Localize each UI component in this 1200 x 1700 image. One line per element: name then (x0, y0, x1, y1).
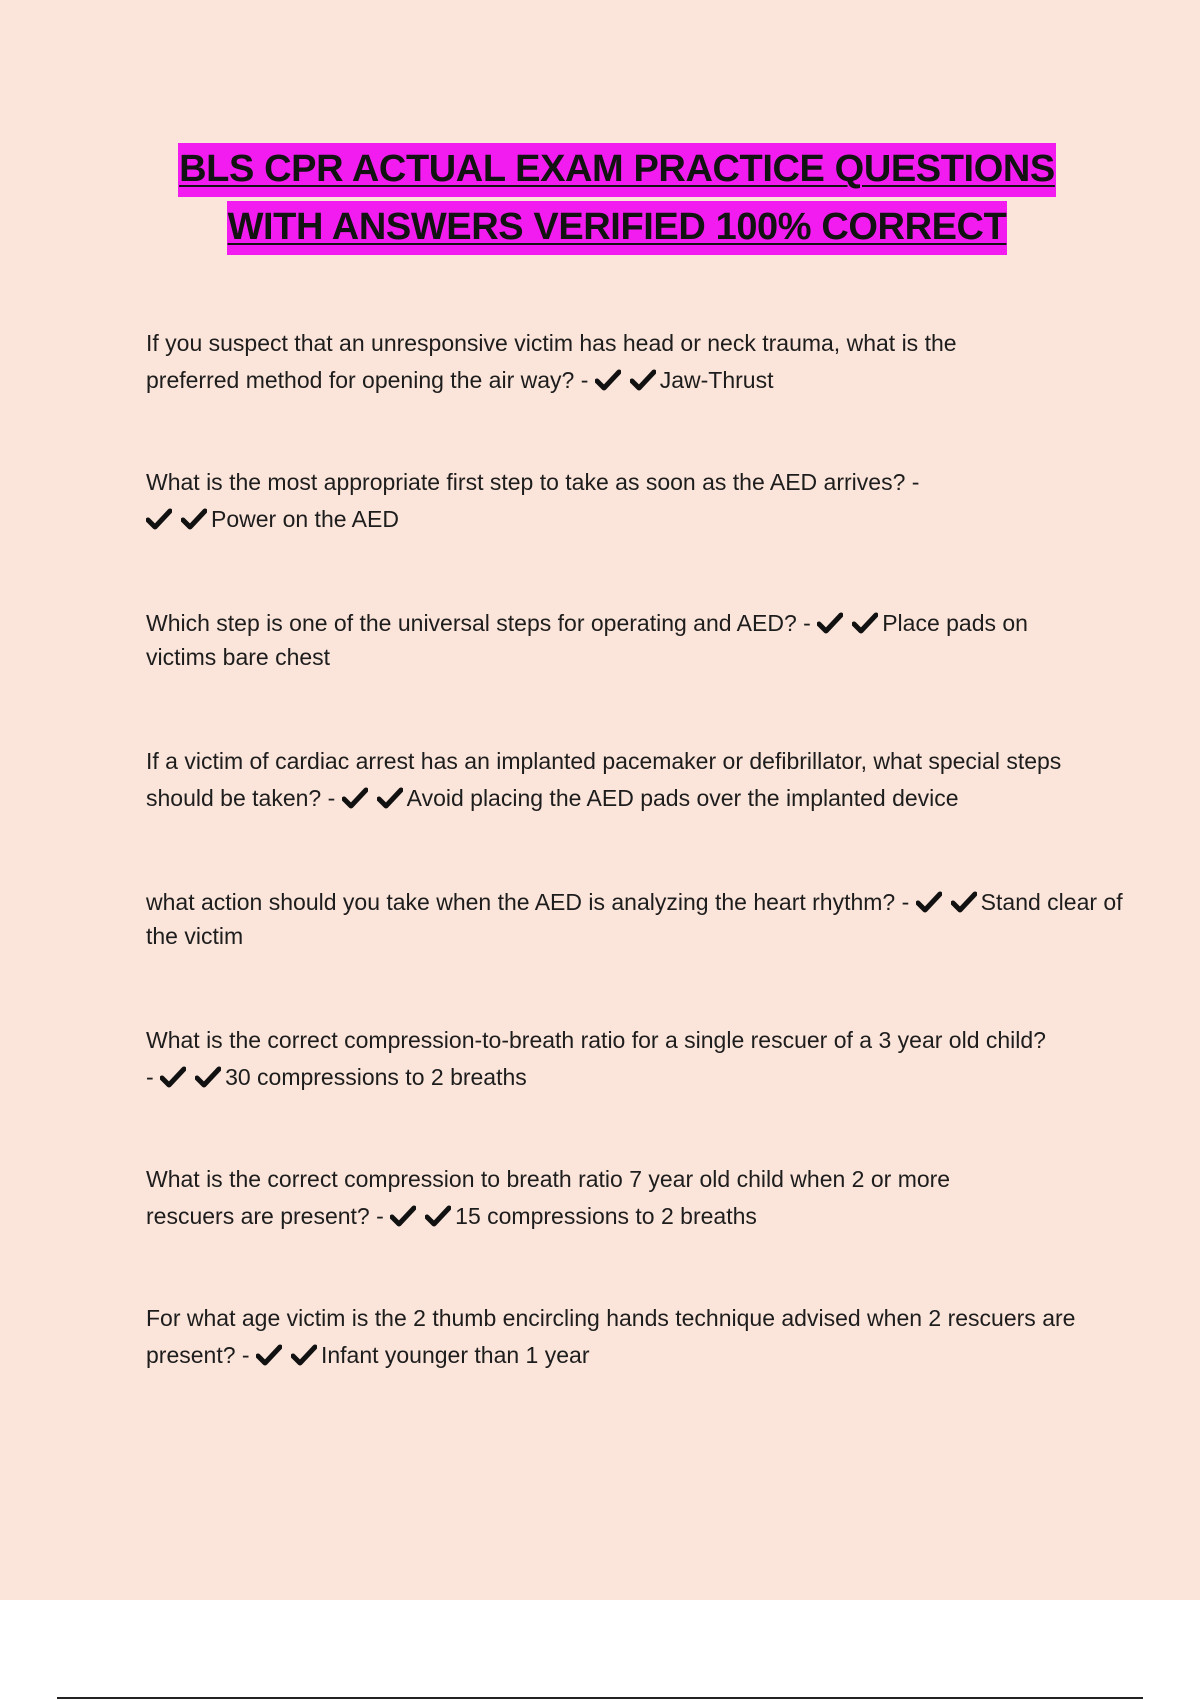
qa-item-5 (146, 885, 1126, 953)
qa-item-3 (146, 606, 1096, 674)
check-icon (195, 1066, 221, 1088)
question-text: What is the most appropriate first step to take as soon as the AED arrives? - (146, 469, 920, 495)
question-text: If a victim of cardiac arrest has an implanted pacemaker or defibrillator, what special steps should be taken? - (146, 748, 1062, 811)
double-check-icon (595, 367, 660, 393)
check-icon (852, 612, 878, 634)
double-check-icon (146, 506, 211, 532)
answer-text: Stand clear of the victim (146, 889, 1123, 949)
qa-item-8 (146, 1300, 1096, 1374)
check-icon (425, 1205, 451, 1227)
qa-item-6 (146, 1022, 1046, 1096)
check-icon (160, 1066, 186, 1088)
footer-divider (57, 1697, 1143, 1699)
question-text: Which step is one of the universal steps for operating and AED? - (146, 610, 818, 636)
qa-item-7 (146, 1161, 1026, 1235)
answer-text: Jaw-Thrust (659, 367, 774, 393)
double-check-icon (160, 1064, 225, 1090)
answer-text: Infant younger than 1 year (320, 1342, 590, 1368)
answer-text: Place pads on victims bare chest (146, 610, 1028, 670)
double-check-icon (817, 610, 882, 636)
question-text: If you suspect that an unresponsive victim has head or neck trauma, what is the preferred method for opening the air way? - (146, 330, 957, 393)
double-check-icon (916, 889, 981, 915)
check-icon (817, 612, 843, 634)
check-icon (146, 508, 172, 530)
document-title (0, 143, 1200, 259)
question-text: what action should you take when the AED is analyzing the heart rhythm? - (146, 889, 916, 915)
check-icon (181, 508, 207, 530)
title-line-2: WITH ANSWERS VERIFIED 100% CORRECT (227, 201, 1008, 255)
question-text: For what age victim is the 2 thumb encircling hands technique advised when 2 rescuers are present? - (146, 1305, 1076, 1368)
question-text: What is the correct compression to breath ratio 7 year old child when 2 or more rescuers are present? - (146, 1166, 951, 1229)
check-icon (630, 369, 656, 391)
check-icon (342, 787, 368, 809)
check-icon (390, 1205, 416, 1227)
check-icon (256, 1344, 282, 1366)
qa-item-2 (146, 464, 966, 538)
double-check-icon (390, 1203, 455, 1229)
check-icon (291, 1344, 317, 1366)
check-icon (595, 369, 621, 391)
check-icon (377, 787, 403, 809)
double-check-icon (256, 1342, 321, 1368)
question-text: What is the correct compression-to-breath ratio for a single rescuer of a 3 year old child? - (146, 1027, 1046, 1090)
double-check-icon (342, 785, 407, 811)
qa-item-4 (146, 743, 1096, 817)
answer-text: 30 compressions to 2 breaths (225, 1064, 527, 1090)
qa-item-1 (146, 325, 1006, 399)
answer-text: 15 compressions to 2 breaths (455, 1203, 757, 1229)
title-line-1: BLS CPR ACTUAL EXAM PRACTICE QUESTIONS (178, 143, 1056, 197)
check-icon (951, 891, 977, 913)
answer-text: Avoid placing the AED pads over the implanted device (406, 785, 959, 811)
answer-text: Power on the AED (211, 506, 399, 532)
check-icon (916, 891, 942, 913)
